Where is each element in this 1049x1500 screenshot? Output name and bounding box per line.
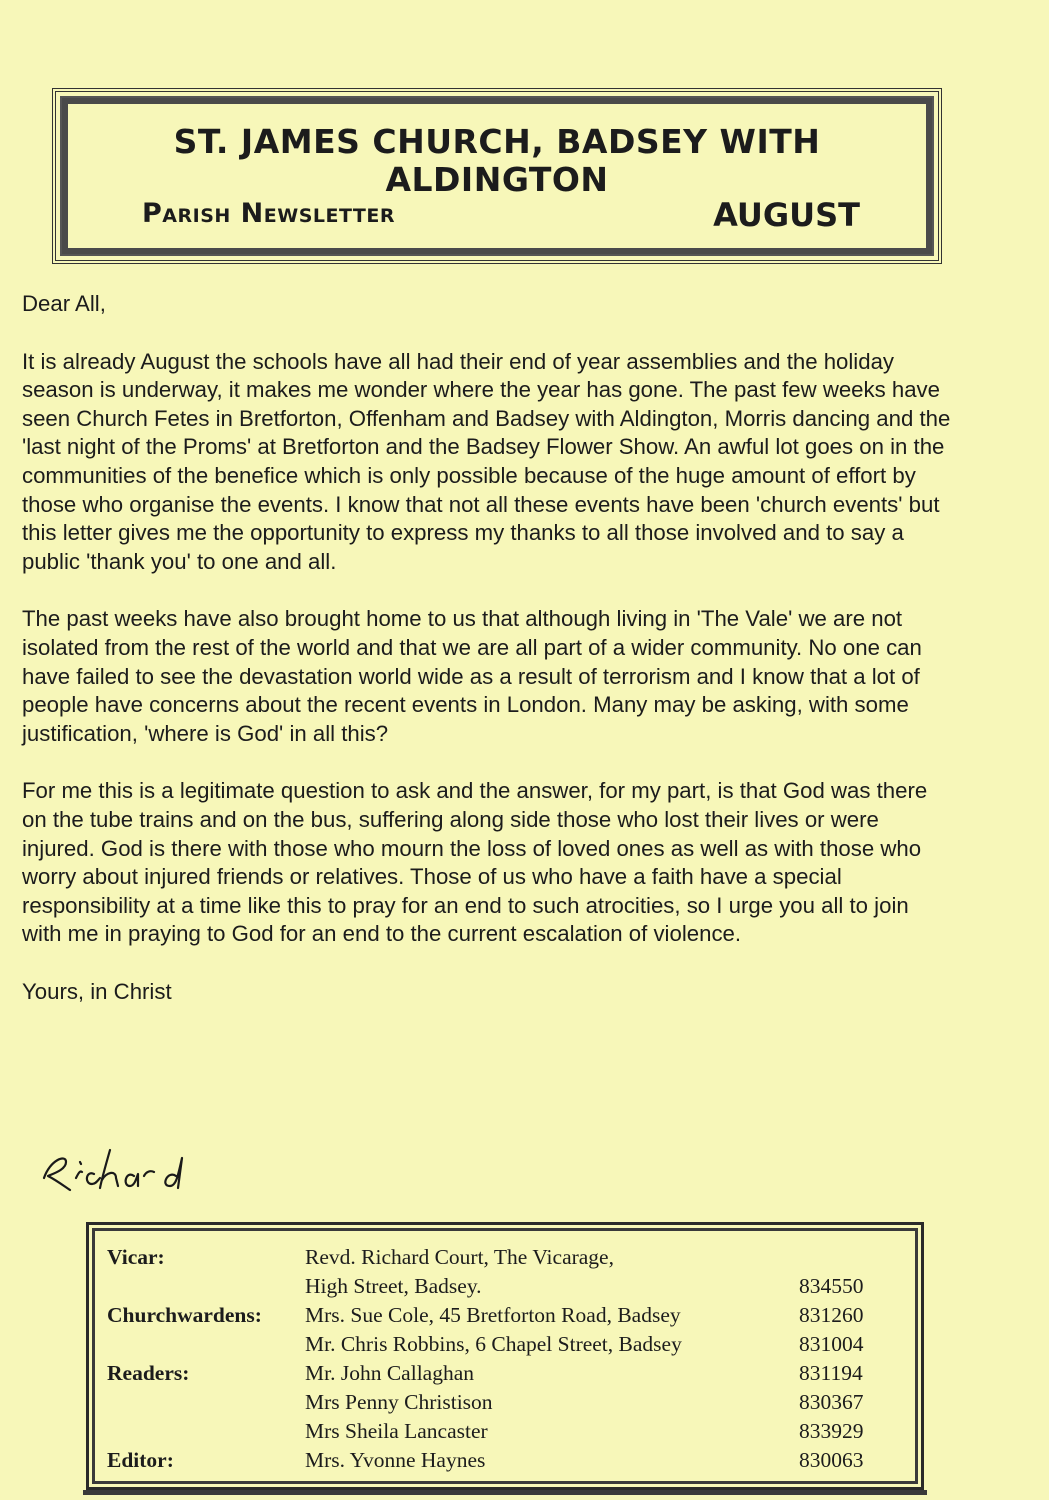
letter-paragraph: The past weeks have also brought home to us that although living in 'The Vale' we are not isolated from the rest of the world and that we are all part of a wider community. No one can have failed to see the devastation world wide as a result of terrorism and I know that a lot of people have concerns about the recent events in London. Many may be asking, with some justification, 'where is God' in all this?	[22, 606, 922, 746]
header-month: AUGUST	[713, 196, 860, 234]
contact-row	[107, 1390, 879, 1419]
contact-phone: 830063	[799, 1448, 864, 1472]
contact-name: Revd. Richard Court, The Vicarage,	[305, 1245, 614, 1269]
letter-closing: Yours, in Christ	[22, 978, 172, 1004]
contact-phone: 831004	[799, 1332, 864, 1356]
contact-name: Mrs. Sue Cole, 45 Bretforton Road, Badsey	[305, 1303, 681, 1327]
contact-row	[107, 1361, 879, 1390]
newsletter-header	[52, 88, 942, 264]
contact-name: Mrs Sheila Lancaster	[305, 1419, 488, 1443]
contact-row	[107, 1274, 879, 1303]
contact-row	[107, 1303, 879, 1332]
contact-role	[107, 1419, 305, 1448]
contact-phone: 831194	[799, 1361, 863, 1385]
contact-role	[107, 1274, 305, 1303]
contact-row	[107, 1448, 879, 1477]
contacts-panel	[86, 1222, 924, 1490]
handwritten-signature	[36, 1140, 246, 1200]
contact-role: Vicar:	[107, 1245, 165, 1269]
contact-name: Mr. Chris Robbins, 6 Chapel Street, Badsey	[305, 1332, 682, 1356]
header-subtitle: Parish Newsletter	[142, 198, 395, 229]
signature-drawing	[36, 1140, 246, 1200]
contact-row	[107, 1245, 879, 1274]
letter-body	[22, 290, 952, 1035]
contacts-table	[107, 1245, 879, 1477]
contact-phone: 834550	[799, 1274, 864, 1298]
contact-phone: 833929	[799, 1419, 864, 1443]
letter-greeting: Dear All,	[22, 291, 106, 316]
contact-role: Readers:	[107, 1361, 190, 1385]
contact-name: Mrs. Yvonne Haynes	[305, 1448, 486, 1472]
contact-row	[107, 1332, 879, 1361]
letter-paragraph: It is already August the schools have all had their end of year assemblies and the holiday season is underway, it makes me wonder where the year has gone. The past few weeks have seen Church Fetes in Bretforton, Offenham and Badsey with Aldington, Morris dancing and the 'last night of the Proms' at Bretforton and the Badsey Flower Show. An awful lot goes on in the communities of the benefice which is only possible because of the huge amount of effort by those who organise the events. I know that not all these events have been 'church events' but this letter gives me the opportunity to express my thanks to all those involved and to say a public 'thank you' to one and all.	[22, 348, 951, 574]
contact-role: Editor:	[107, 1448, 174, 1472]
contact-role: Churchwardens:	[107, 1303, 262, 1327]
contact-role	[107, 1390, 305, 1419]
contact-row	[107, 1419, 879, 1448]
letter-paragraph: For me this is a legitimate question to ask and the answer, for my part, is that God was there on the tube trains and on the bus, suffering along side those who lost their lives or were injured. God is there with those who mourn the loss of loved ones as well as with those who worry about injured friends or relatives. Those of us who have a faith have a special responsibility at a time like this to pray for an end to such atrocities, so I urge you all to join with me in praying to God for an end to the current escalation of violence.	[22, 778, 928, 947]
header-title-line1: ST. JAMES CHURCH, BADSEY WITH	[173, 122, 821, 161]
header-title-line2: ALDINGTON	[385, 160, 609, 199]
contact-name: Mrs Penny Christison	[305, 1390, 493, 1414]
contact-phone: 830367	[799, 1390, 864, 1414]
contact-name: Mr. John Callaghan	[305, 1361, 474, 1385]
contact-role	[107, 1332, 305, 1361]
contact-phone: 831260	[799, 1303, 864, 1327]
contact-phone	[799, 1245, 879, 1274]
contact-name: High Street, Badsey.	[305, 1274, 482, 1298]
